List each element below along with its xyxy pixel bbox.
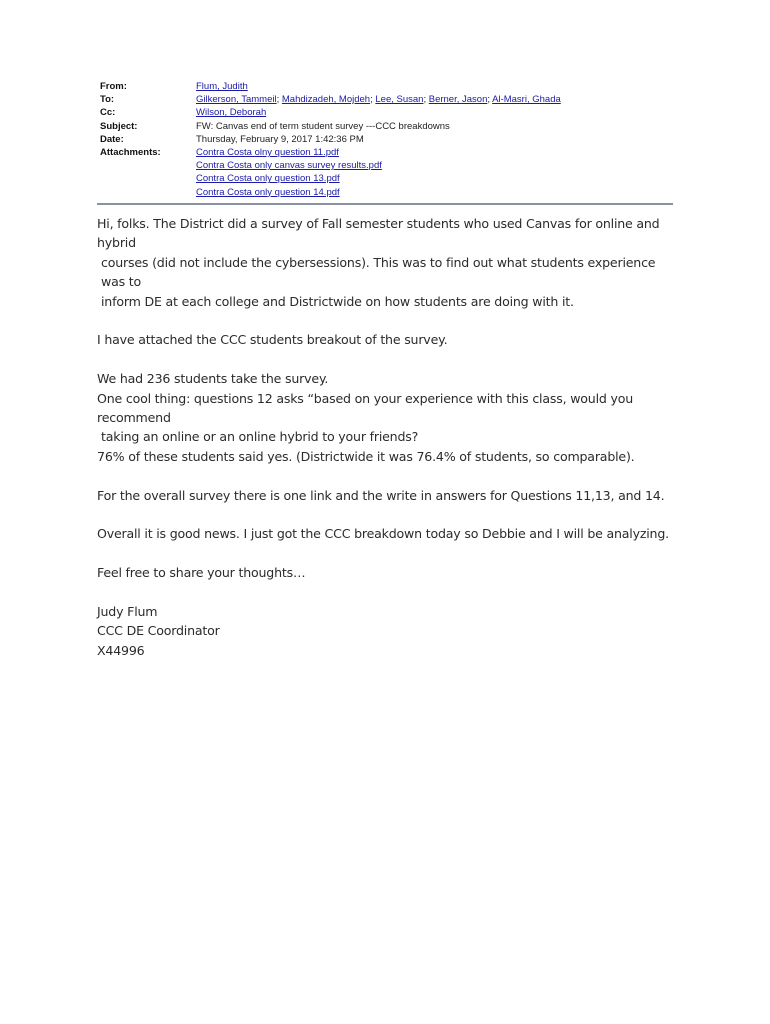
body-line: I have attached the CCC students breakout of the survey.	[97, 332, 448, 348]
attachments-label: Attachments:	[100, 147, 161, 159]
attachment-link[interactable]: Contra Costa only question 13.pdf	[196, 173, 340, 185]
cc-link[interactable]: Wilson, Deborah	[196, 107, 267, 119]
body-line: Overall it is good news. I just got the CCC breakdown today so Debbie and I will be analyzing.	[97, 526, 669, 542]
from-row	[100, 80, 680, 93]
body-line: 76% of these students said yes. (Districtwide it was 76.4% of students, so comparable).	[97, 448, 635, 464]
to-recipient-link[interactable]: Berner, Jason	[428, 94, 488, 106]
signature-title: CCC DE Coordinator	[97, 623, 220, 639]
cc-row	[100, 106, 680, 119]
header-divider	[97, 203, 673, 205]
body-line: Hi, folks. The District did a survey of Fall semester students who used Canvas for online and hybrid	[97, 216, 660, 251]
body-line: taking an online or an online hybrid to your friends?	[101, 429, 419, 445]
to-row	[100, 93, 680, 106]
attachment-link[interactable]: Contra Costa only question 14.pdf	[196, 186, 340, 198]
signature-extension: X44996	[97, 642, 145, 658]
to-recipient-link[interactable]: Gilkerson, Tammeil	[196, 94, 277, 106]
attachment-link[interactable]: Contra Costa only canvas survey results.pdf	[196, 160, 382, 172]
date-label: Date:	[100, 133, 124, 145]
date-row	[100, 133, 680, 146]
body-line: courses (did not include the cybersessions). This was to find out what students experience was to	[101, 254, 656, 290]
to-label: To:	[100, 94, 115, 106]
body-line: We had 236 students take the survey.	[97, 371, 329, 387]
to-recipient-link[interactable]: Al-Masri, Ghada	[492, 94, 561, 106]
attachments-row	[100, 146, 680, 199]
body-line: Feel free to share your thoughts…	[97, 565, 306, 581]
attachments-list	[196, 146, 382, 199]
from-label: From:	[100, 81, 127, 92]
to-recipients: Gilkerson, Tammeil; Mahdizadeh, Mojdeh; Lee, Susan; Berner, Jason; Al-Masri, Ghada	[196, 94, 561, 106]
body-line: One cool thing: questions 12 asks “based on your experience with this class, would you recommend	[97, 390, 634, 426]
email-body	[97, 214, 682, 660]
attachment-link[interactable]: Contra Costa olny question 11.pdf	[196, 147, 339, 159]
cc-label: Cc:	[100, 107, 116, 119]
subject-label: Subject:	[100, 120, 138, 132]
from-link[interactable]: Flum, Judith	[196, 81, 248, 92]
email-header	[100, 80, 680, 199]
signature-name: Judy Flum	[97, 604, 158, 620]
to-recipient-link[interactable]: Mahdizadeh, Mojdeh	[281, 94, 371, 106]
body-line: For the overall survey there is one link and the write in answers for Questions 11,13, and 14.	[97, 487, 665, 503]
to-recipient-link[interactable]: Lee, Susan	[375, 94, 424, 106]
body-line: inform DE at each college and Districtwide on how students are doing with it.	[101, 293, 574, 309]
subject-row	[100, 120, 680, 133]
subject-value: FW: Canvas end of term student survey ---CCC breakdowns	[196, 120, 450, 132]
date-value: Thursday, February 9, 2017 1:42:36 PM	[196, 133, 364, 145]
